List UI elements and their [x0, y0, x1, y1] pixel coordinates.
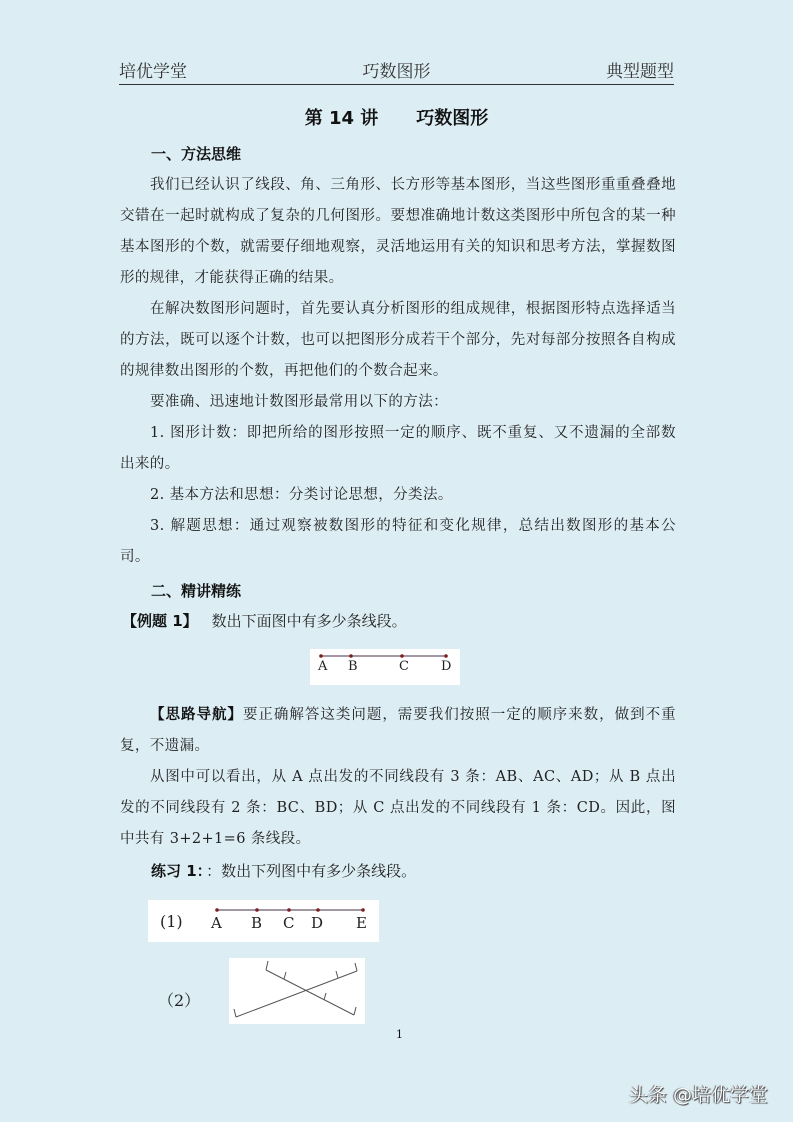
point-label: D [441, 659, 452, 674]
point-label: A [318, 659, 328, 674]
solution-guide [120, 700, 676, 855]
guide-text: 要正确解答这类问题，需要我们按照一定的顺序来数，做到不重复，不遗漏。 [120, 707, 676, 754]
practice-figure-1 [148, 900, 379, 942]
paragraph: 我们已经认识了线段、角、三角形、长方形等基本图形，当这些图形重重叠叠地交错在一起时就构成了复杂的几何图形。要想准确地计数这类图形中所包含的某一种基本图形的个数，就需要仔细地观察，灵活地运用有关的知识和思考方法，掌握数图形的规律，才能获得正确的结果。 [120, 177, 676, 286]
example-label: 【例题 1】 [122, 612, 198, 630]
section-heading-practice: 二、精讲精练 [151, 582, 242, 600]
point-label: A [211, 914, 222, 932]
practice-item-label: (1) [160, 912, 183, 931]
paragraph: 要准确、迅速地计数图形最常用以下的方法： [150, 394, 448, 410]
point-label: C [399, 659, 409, 674]
lecture-topic: 巧数图形 [416, 108, 489, 129]
section-heading-methods: 一、方法思维 [151, 145, 242, 163]
practice-label: 练习 1： [151, 862, 205, 880]
header-right: 典型题型 [606, 62, 674, 82]
section-methods-body [120, 170, 676, 573]
crossing-lines-figure [229, 958, 365, 1024]
page-number: 1 [396, 1028, 403, 1041]
page-title [0, 104, 793, 130]
lecture-number: 第 14 讲 [304, 108, 379, 129]
method-item: 2. 基本方法和思想：分类讨论思想，分类法。 [150, 487, 453, 503]
point-label: B [348, 659, 358, 674]
practice-question: ：数出下列图中有多少条线段。 [206, 862, 417, 880]
header-left: 培优学堂 [119, 62, 187, 82]
point-label: B [251, 914, 263, 932]
watermark: 头条 @培优学堂 [629, 1084, 769, 1106]
paragraph: 在解决数图形问题时，首先要认真分析图形的组成规律，根据图形特点选择适当的方法，既可以逐个计数，也可以把图形分成若干个部分，先对每部分按照各自构成的规律数出图形的个数，再把他们的个数合起来。 [120, 301, 676, 379]
guide-paragraph [120, 700, 676, 762]
example-question: 数出下面图中有多少条线段。 [211, 612, 407, 630]
point-label: D [311, 914, 324, 932]
practice-1 [151, 858, 416, 884]
line-segment-figure [148, 900, 379, 942]
guide-label: 【思路导航】 [150, 707, 243, 723]
point-label: C [283, 914, 295, 932]
point-label: E [356, 914, 367, 932]
line-segment-figure [310, 649, 460, 685]
method-item: 3. 解题思想：通过观察被数图形的特征和变化规律，总结出数图形的基本公司。 [120, 518, 676, 565]
example-1 [122, 608, 407, 634]
practice-item-label: （2） [158, 991, 201, 1010]
practice-figure-2 [229, 958, 365, 1024]
figure-segment-abcd [310, 649, 460, 685]
solution-paragraph: 从图中可以看出，从 A 点出发的不同线段有 3 条：AB、AC、AD；从 B 点出发的不同线段有 2 条：BC、BD；从 C 点出发的不同线段有 1 条：CD。因此，图中共有 3+2+1=6 条线段。 [120, 769, 676, 847]
running-header [119, 56, 674, 85]
method-item: 1. 图形计数：即把所给的图形按照一定的顺序、既不重复、又不遗漏的全部数出来的。 [120, 425, 676, 472]
header-center: 巧数图形 [362, 62, 431, 82]
